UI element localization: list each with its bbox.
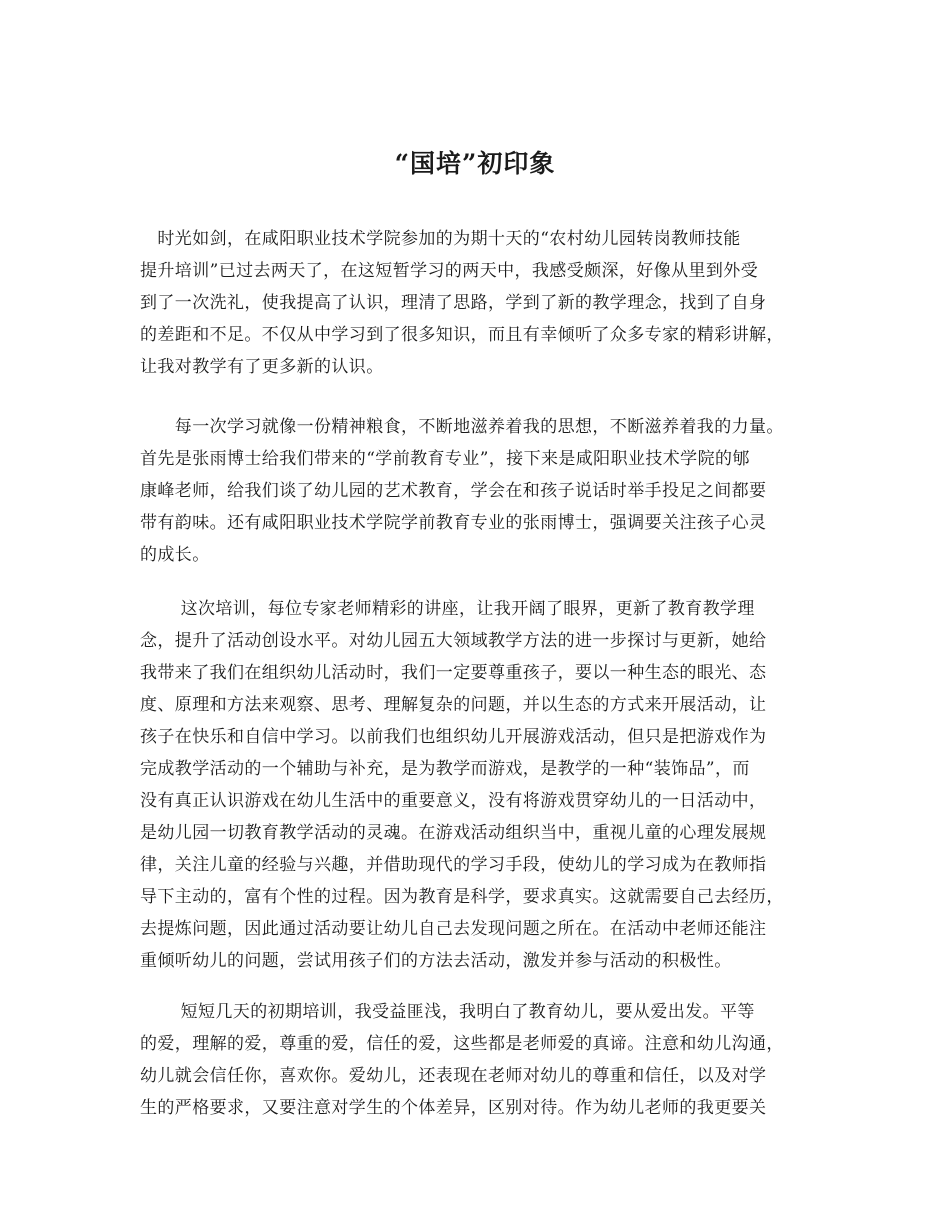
paragraph-line: 首先是张雨博士给我们带来的“学前教育专业”，接下来是咸阳职业技术学院的郇: [140, 449, 750, 469]
document-title: “国培”初印象: [394, 149, 556, 178]
paragraph-line: 这次培训，每位专家老师精彩的讲座，让我开阔了眼界，更新了教育教学理: [140, 599, 755, 619]
paragraph-1: [140, 223, 820, 383]
paragraph-line: 带有韵味。还有咸阳职业技术学院学前教育专业的张雨博士，强调要关注孩子心灵: [140, 513, 767, 533]
paragraph-3: [140, 593, 820, 977]
paragraph-line: 让我对教学有了更多新的认识。: [140, 357, 384, 377]
paragraph-line: 生的严格要求，又要注意对学生的个体差异，区别对待。作为幼儿老师的我更要关: [140, 1098, 767, 1118]
paragraph-line: 没有真正认识游戏在幼儿生活中的重要意义，没有将游戏贯穿幼儿的一日活动中，: [140, 791, 767, 811]
paragraph-line: 的差距和不足。不仅从中学习到了很多知识，而且有幸倾听了众多专家的精彩讲解，: [140, 325, 784, 345]
paragraph-line: 律，关注儿童的经验与兴趣，并借助现代的学习手段，使幼儿的学习成为在教师指: [140, 855, 767, 875]
paragraph-line: 到了一次洗礼，使我提高了认识，理清了思路，学到了新的教学理念，找到了自身: [140, 293, 767, 313]
paragraph-line: 重倾听幼儿的问题，尝试用孩子们的方法去活动，激发并参与活动的积极性。: [140, 951, 732, 971]
paragraph-line: 每一次学习就像一份精神粮食，不断地滋养着我的思想，不断滋养着我的力量。: [140, 417, 784, 437]
paragraph-line: 时光如剑，在咸阳职业技术学院参加的为期十天的“农村幼儿园转岗教师技能: [140, 229, 741, 249]
paragraph-2: [140, 411, 820, 571]
paragraph-line: 孩子在快乐和自信中学习。以前我们也组织幼儿开展游戏活动，但只是把游戏作为: [140, 727, 767, 747]
paragraph-line: 我带来了我们在组织幼儿活动时，我们一定要尊重孩子，要以一种生态的眼光、态: [140, 663, 767, 683]
paragraph-4: [140, 996, 820, 1124]
paragraph-line: 幼儿就会信任你，喜欢你。爱幼儿，还表现在老师对幼儿的尊重和信任，以及对学: [140, 1066, 767, 1086]
paragraph-line: 完成教学活动的一个辅助与补充，是为教学而游戏，是教学的一种“装饰品”，而: [140, 759, 750, 779]
paragraph-line: 念，提升了活动创设水平。对幼儿园五大领域教学方法的进一步探讨与更新，她给: [140, 631, 767, 651]
paragraph-line: 是幼儿园一切教育教学活动的灵魂。在游戏活动组织当中，重视儿童的心理发展规: [140, 823, 767, 843]
paragraph-line: 导下主动的，富有个性的过程。因为教育是科学，要求真实。这就需要自己去经历，: [140, 887, 784, 907]
paragraph-line: 短短几天的初期培训，我受益匪浅，我明白了教育幼儿，要从爱出发。平等: [140, 1002, 755, 1022]
paragraph-line: 康峰老师，给我们谈了幼儿园的艺术教育，学会在和孩子说话时举手投足之间都要: [140, 481, 767, 501]
paragraph-line: 的爱，理解的爱，尊重的爱，信任的爱，这些都是老师爱的真谛。注意和幼儿沟通，: [140, 1034, 784, 1054]
paragraph-line: 去提炼问题，因此通过活动要让幼儿自己去发现问题之所在。在活动中老师还能注: [140, 919, 767, 939]
paragraph-line: 度、原理和方法来观察、思考、理解复杂的问题，并以生态的方式来开展活动，让: [140, 695, 767, 715]
paragraph-line: 的成长。: [140, 545, 210, 565]
paragraph-line: 提升培训”已过去两天了，在这短暂学习的两天中，我感受颇深，好像从里到外受: [140, 261, 759, 281]
